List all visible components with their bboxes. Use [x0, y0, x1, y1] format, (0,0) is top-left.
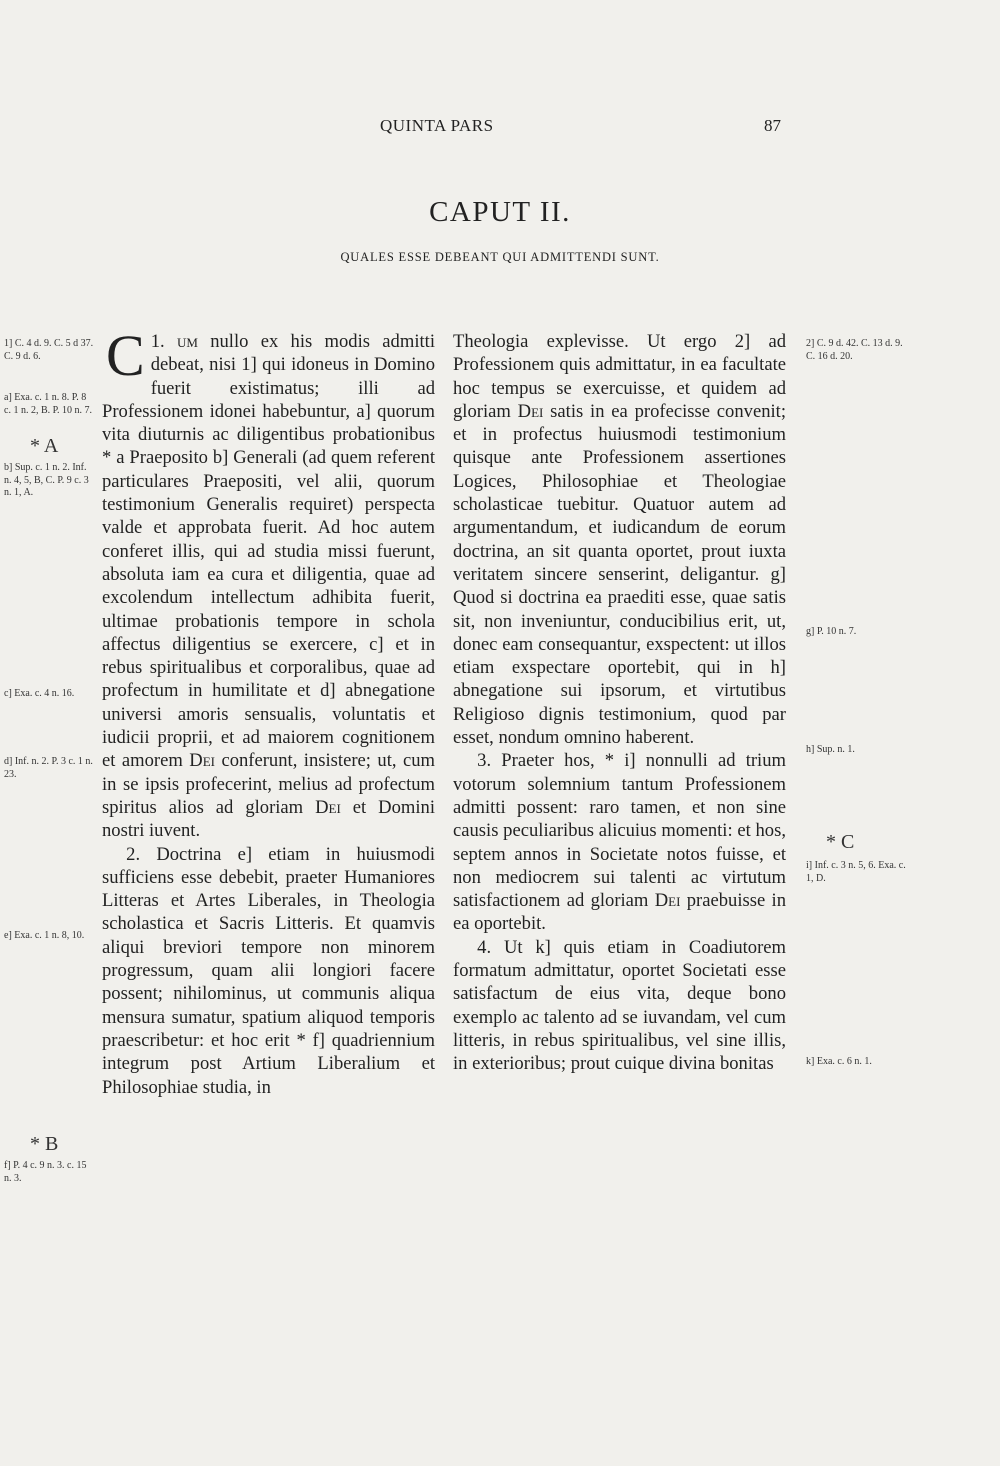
paragraph-1 [102, 323, 435, 843]
paragraph-text: conferunt, insistere; ut, cum in se ipsis profecerint, melius ad profectum spiritus alios ad gloriam [102, 750, 435, 818]
paragraph-3 [453, 749, 786, 935]
margin-note-f: f] P. 4 c. 9 n. 3. c. 15 n. 3. [4, 1160, 87, 1184]
margin-note-b: b] Sup. c. 1 n. 2. Inf. n. 4, 5, B, C. P. 9 c. 3 n. 1, A. [4, 462, 89, 498]
margin-note-e: e] Exa. c. 1 n. 8, 10. [4, 930, 85, 941]
paragraph-continued [453, 330, 786, 749]
small-caps-word: Dei [315, 796, 341, 818]
margin-note-i: i] Inf. c. 3 n. 5, 6. Exa. c. 1, D. [806, 860, 906, 884]
paragraph-number: 1. [150, 331, 165, 352]
drop-cap: C [106, 323, 145, 388]
small-caps-word: um [176, 331, 198, 352]
margin-note-h: h] Sup. n. 1. [806, 744, 855, 755]
small-caps-word: Dei [517, 400, 544, 422]
marker-b: * B [30, 1133, 59, 1155]
paragraph-4: 4. Ut k] quis etiam in Coadiutorem formatum admittatur, oportet Societati esse satisfactum de eius vita, deque bono exemplo ac talento ad se iuvandam, vel cum litteris, in rebus spiritualibus, vel sine illis, in exterioribus; prout cuique divina bonitas [453, 936, 786, 1075]
margin-note-k: k] Exa. c. 6 n. 1. [806, 1056, 872, 1067]
right-column [453, 330, 786, 1076]
chapter-title: CAPUT II. [429, 196, 571, 228]
paragraph-text: Theologia explevisse. Ut ergo 2] ad Professionem quis admittatur, in ea facultate hoc tempus se exercuisse, et quidem ad gloriam [453, 331, 786, 422]
running-header: QUINTA PARS [380, 116, 494, 135]
margin-note-g: g] P. 10 n. 7. [806, 626, 857, 637]
paragraph-text: satis in ea profecisse convenit; et in profectus huiusmodi testimonium quisque ante Professionem assertiones Logices, Philosophiae et Theologiae scholasticae tuebitur. Quatuor autem ad argumentandum, et iudicandum de eorum doctrina, an sit quanta oportet, prout iuxta veritatem sincere senserint, deligantur. g] Quod si doctrina ea praediti esse, quae satis sit, non inveniuntur, conducibilius erit, ut, donec eam consequantur, exspectent: ut illos etiam exspectare oportebit, qui in h] abnegatione sui ipsorum, et virtutibus Religioso dignis testimonium, quod par esset, nondum omnino haberent. [453, 400, 786, 749]
chapter-subtitle: QUALES ESSE DEBEANT QUI ADMITTENDI SUNT. [340, 250, 660, 264]
margin-note-2: 2] C. 9 d. 42. C. 13 d. 9. C. 16 d. 20. [806, 338, 903, 362]
page-number: 87 [764, 116, 781, 135]
small-caps-word: Dei [654, 890, 681, 912]
marker-c: * C [826, 831, 855, 853]
margin-note-d: d] Inf. n. 2. P. 3 c. 1 n. 23. [4, 756, 93, 780]
small-caps-word: Dei [189, 750, 215, 772]
paragraph-text: et Domini nostri iuvent. [102, 796, 435, 842]
paragraph-text: 3. Praeter hos, * i] nonnulli ad trium votorum solemnium tantum Professionem admitti possent: raro tamen, et non sine causis peculiaribus alicuius momenti: et hos, septem annos in Societate notos fuisse, et non mediocrem sui talenti ac virtutum satisfactionem ad gloriam [453, 750, 786, 912]
marker-a: * A [30, 435, 59, 457]
margin-note-c: c] Exa. c. 4 n. 16. [4, 688, 75, 699]
left-column [102, 323, 435, 1099]
margin-note-1: 1] C. 4 d. 9. C. 5 d 37. C. 9 d. 6. [4, 338, 94, 362]
paragraph-text: praebuisse in ea oportebit. [453, 890, 786, 935]
margin-note-a: a] Exa. c. 1 n. 8. P. 8 c. 1 n. 2, B. P. 10 n. 7. [4, 392, 93, 416]
paragraph-text: nullo ex his modis admitti debeat, nisi 1] qui idoneus in Domino fuerit existimatus; illi ad Professionem idonei habebuntur, a] quorum vita diuturnis ac diligentibus probationibus * a Praeposito b] Generali (ad quem referent particulares Praepositi, vel alii, quorum testimonium Generalis requiret) perspecta valde et approbata fuerit. Ad hoc autem conferet illis, qui ad studia missi fuerunt, absoluta iam ea cura et diligentia, quae ad excolendum intellectum adhibita fuerit, ultimae probationis tempore in schola affectus diligentius se exercere, c] et in rebus spiritualibus et corporalibus, quae ad profectum in humilitate et d] abnegatione universi amoris sensualis, voluntatis et iudicii proprii, et ad maiorem cognitionem et amorem [102, 331, 435, 772]
paragraph-2: 2. Doctrina e] etiam in huiusmodi sufficiens esse debebit, praeter Humaniores Litteras et Artes Liberales, in Theologia scholastica et Sacris Litteris. Et quamvis aliqui breviori tempore non minorem progressum, quam alii longiori facere possent; nihilominus, ut communis aliqua mensura sumatur, spatium aliquod temporis praescribetur: et hoc erit * f] quadriennium integrum post Artium Liberalium et Philosophiae studia, in [102, 843, 435, 1098]
